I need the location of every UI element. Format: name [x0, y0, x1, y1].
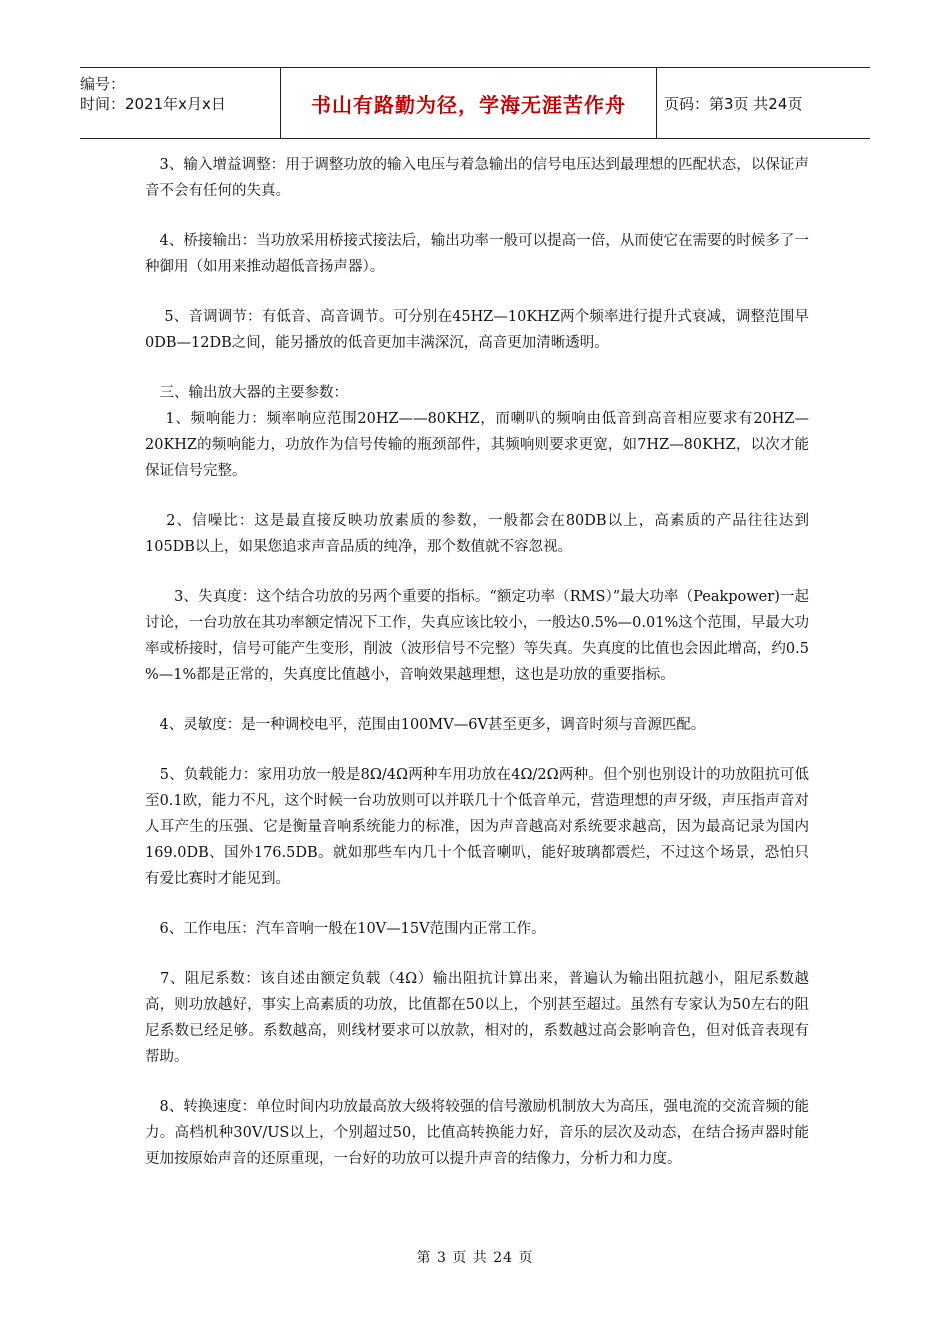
header-page-info: 页码：第3页 共24页 — [664, 94, 803, 113]
page-header — [80, 67, 870, 139]
paragraph-slew-rate: 8、转换速度：单位时间内功放最高放大级将较强的信号激励机制放大为高压，强电流的交流音频的能力。高档机种30V/US以上，个别超过50，比值高转换能力好，音乐的层次及动态，在结合扬声器时能更加按原始声音的还原重现，一台好的功放可以提升声音的结像力，分析力和力度。 — [145, 1099, 809, 1167]
paragraph-distortion: 3、失真度：这个结合功放的另两个重要的指标。“额定功率（RMS）”最大功率（Peakpower)一起讨论，一台功放在其功率额定情况下工作，失真应该比较小，一般达0.5%—0.01%这个范围，早最大功率或桥接时，信号可能产生变形，削波（波形信号不完整）等失真。失真度的比值也会因此增高，约0.5 %—1%都是正常的，失真度比值越小，音响效果越理想，这也是功放的重要指标。 — [145, 589, 809, 683]
doc-number-label: 编号： — [80, 75, 126, 93]
page-footer: 第 3 页 共 24 页 — [416, 1250, 534, 1266]
header-motto: 书山有路勤为径，学海无涯苦作舟 — [311, 92, 626, 117]
paragraph-input-gain: 3、输入增益调整：用于调整功放的输入电压与着急输出的信号电压达到最理想的匹配状态，以保证声音不会有任何的失真。 — [145, 157, 809, 199]
header-motto-cell — [280, 68, 657, 138]
paragraph-damping-factor: 7、阻尼系数：该自述由额定负载（4Ω）输出阻抗计算出来，普遍认为输出阻抗越小，阻尼系数越高，则功放越好，事实上高素质的功放，比值都在50以上，个别甚至超过。虽然有专家认为50左右的阻尼系数已经足够。系数越高，则线材要求可以放款，相对的，系数越过高会影响音色，但对低音表现有帮助。 — [145, 971, 809, 1065]
document-body — [145, 152, 809, 1172]
paragraph-snr: 2、信噪比：这是最直接反映功放素质的参数，一般都会在80DB以上，高素质的产品往往达到105DB以上，如果您追求声音品质的纯净，那个数值就不容忽视。 — [145, 513, 809, 555]
paragraph-tone-control: 5、音调调节：有低音、高音调节。可分别在45HZ—10KHZ两个频率进行提升式衰减，调整范围早0DB—12DB之间，能另播放的低音更加丰满深沉，高音更加清晰透明。 — [145, 309, 809, 351]
paragraph-load-capacity: 5、负载能力：家用功放一般是8Ω/4Ω两种车用功放在4Ω/2Ω两种。但个别也别设计的功放阻抗可低至0.1欧，能力不凡，这个时候一台功放则可以并联几十个低音单元，营造理想的声牙级，声压指声音对人耳产生的压强、它是衡量音响系统能力的标准，因为声音越高对系统要求越高，因为最高记录为国内 169.0DB、国外176.5DB。就如那些车内几十个低音喇叭，能好玻璃都震烂，不过这个场景，恐怕只有爱比赛时才能见到。 — [145, 767, 809, 887]
paragraph-bridge-output: 4、桥接输出：当功放采用桥接式接法后，输出功率一般可以提高一倍，从而使它在需要的时候多了一种御用（如用来推动超低音扬声器）。 — [145, 233, 809, 275]
paragraph-sensitivity: 4、灵敏度：是一种调校电平，范围由100MV—6V甚至更多，调音时须与音源匹配。 — [145, 717, 706, 733]
paragraph-frequency-response: 1、频响能力：频率响应范围20HZ——80KHZ，而喇叭的频响由低音到高音相应要求有20HZ—20KHZ的频响能力，功放作为信号传输的瓶颈部件，其频响则要求更宽，如7HZ—80KHZ，以次才能保证信号完整。 — [145, 411, 809, 479]
doc-date: 时间：2021年x月x日 — [80, 95, 226, 113]
header-meta — [80, 68, 280, 138]
section-heading: 三、输出放大器的主要参数： — [145, 385, 348, 401]
paragraph-working-voltage: 6、工作电压：汽车音响一般在10V—15V范围内正常工作。 — [145, 921, 546, 937]
